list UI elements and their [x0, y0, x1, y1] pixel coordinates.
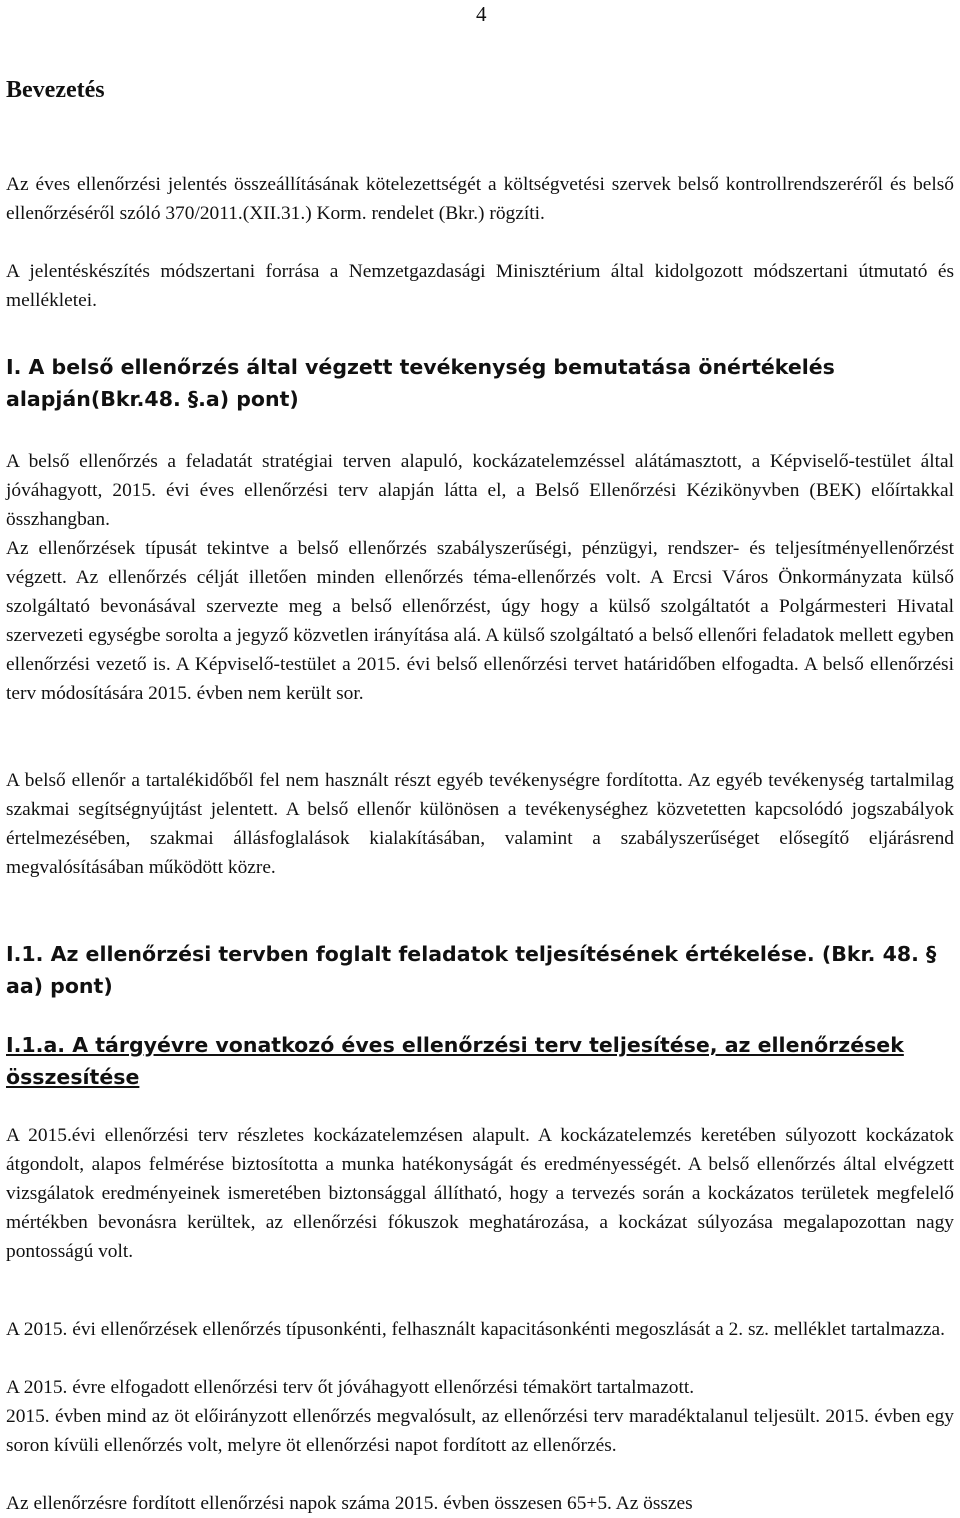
page-number: 4: [476, 2, 487, 26]
section-I1a-paragraph-distribution: A 2015. évi ellenőrzések ellenőrzés típusonkénti, felhasznált kapacitásonkénti megoszlását a 2. sz. melléklet tartalmazza.: [6, 1319, 946, 1340]
section-I-paragraph-other-activity: A belső ellenőr a tartalékidőből fel nem használt részt egyéb tevékenységre fordította. Az egyéb tevékenység tartalmilag szakmai segítségnyújtást jelentett. A belső ellenőr különösen a tevékenységhez közvetetten kapcsolódó jogszabályok értelmezésében, szakmai állásfoglalások kialakításában, valamint a szabályszerűséget elősegítő eljárásrend megvalósításában működött közre.: [6, 770, 954, 878]
heading-intro: Bevezetés: [6, 77, 105, 103]
section-I-paragraph-plan: A belső ellenőrzés a feladatát stratégiai terven alapuló, kockázatelemzéssel alátámasztott, a Képviselő-testület által jóváhagyott, 2015. évi éves ellenőrzési terv alapján látta el, a Belső Ellenőrzési Kézikönyvben (BEK) előírtakkal összhangban.: [6, 451, 954, 530]
intro-paragraph-legal-basis: Az éves ellenőrzési jelentés összeállításának kötelezettségét a költségvetési szervek belső kontrollrendszeréről és belső ellenőrzéséről szóló 370/2011.(XII.31.) Korm. rendelet (Bkr.) rögzíti.: [6, 174, 954, 224]
intro-paragraph-methodology: A jelentéskészítés módszertani forrása a Nemzetgazdasági Minisztérium által kidolgozott módszertani útmutató és mellékletei.: [6, 261, 954, 311]
section-I-paragraph-types: Az ellenőrzések típusát tekintve a belső ellenőrzés szabályszerűségi, pénzügyi, rendszer- és teljesítményellenőrzést végzett. Az ellenőrzés célját illetően minden ellenőrzés téma-ellenőrzés volt. A Ercsi Város Önkormányzata külső szolgáltató bevonásával szervezte meg a belső ellenőrzést, úgy hogy a külső szolgáltatót a Polgármesteri Hivatal szervezeti egységbe sorolta a jegyző közvetlen irányítása alá. A külső szolgáltató a belső ellenőri feladatok mellett egyben ellenőrzési vezető is. A Képviselő-testület a 2015. évi belső ellenőrzési tervet határidőben elfogadta. A belső ellenőrzési terv módosítására 2015. évben nem került sor.: [6, 538, 954, 704]
section-I1a-heading: I.1.a. A tárgyévre vonatkozó éves ellenőrzési terv teljesítése, az ellenőrzések összesítése: [6, 1033, 904, 1089]
section-I1-heading: I.1. Az ellenőrzési tervben foglalt feladatok teljesítésének értékelése. (Bkr. 48. § aa) pont): [6, 942, 937, 998]
section-I-heading: I. A belső ellenőrzés által végzett tevékenység bemutatása önértékelés alapján(Bkr.48. §.a) pont): [6, 355, 835, 411]
section-I1a-paragraph-days: Az ellenőrzésre fordított ellenőrzési napok száma 2015. évben összesen 65+5. Az összes: [6, 1493, 693, 1514]
document-page: [6, 0, 954, 1517]
section-I1a-paragraph-fulfilment: 2015. évben mind az öt előirányzott ellenőrzés megvalósult, az ellenőrzési terv maradéktalanul teljesült. 2015. évben egy soron kívüli ellenőrzés volt, melyre öt ellenőrzési napot fordított az ellenőrzés.: [6, 1406, 954, 1456]
section-I1a-paragraph-risk: A 2015.évi ellenőrzési terv részletes kockázatelemzésen alapult. A kockázatelemzés keretében súlyozott kockázatok átgondolt, alapos felmérése biztosította a munka hatékonyságát és eredményességét. A belső ellenőrzés által elvégzett vizsgálatok eredményeinek ismeretében biztonsággal állítható, hogy a tervezés során a kockázatos területek megfelelő mértékben bevonásra kerültek, az ellenőrzési fókuszok meghatározása, a kockázat súlyozása megalapozottan nagy pontosságú volt.: [6, 1125, 954, 1262]
section-I1a-paragraph-topics: A 2015. évre elfogadott ellenőrzési terv őt jóváhagyott ellenőrzési témakört tartalmazott.: [6, 1377, 695, 1398]
